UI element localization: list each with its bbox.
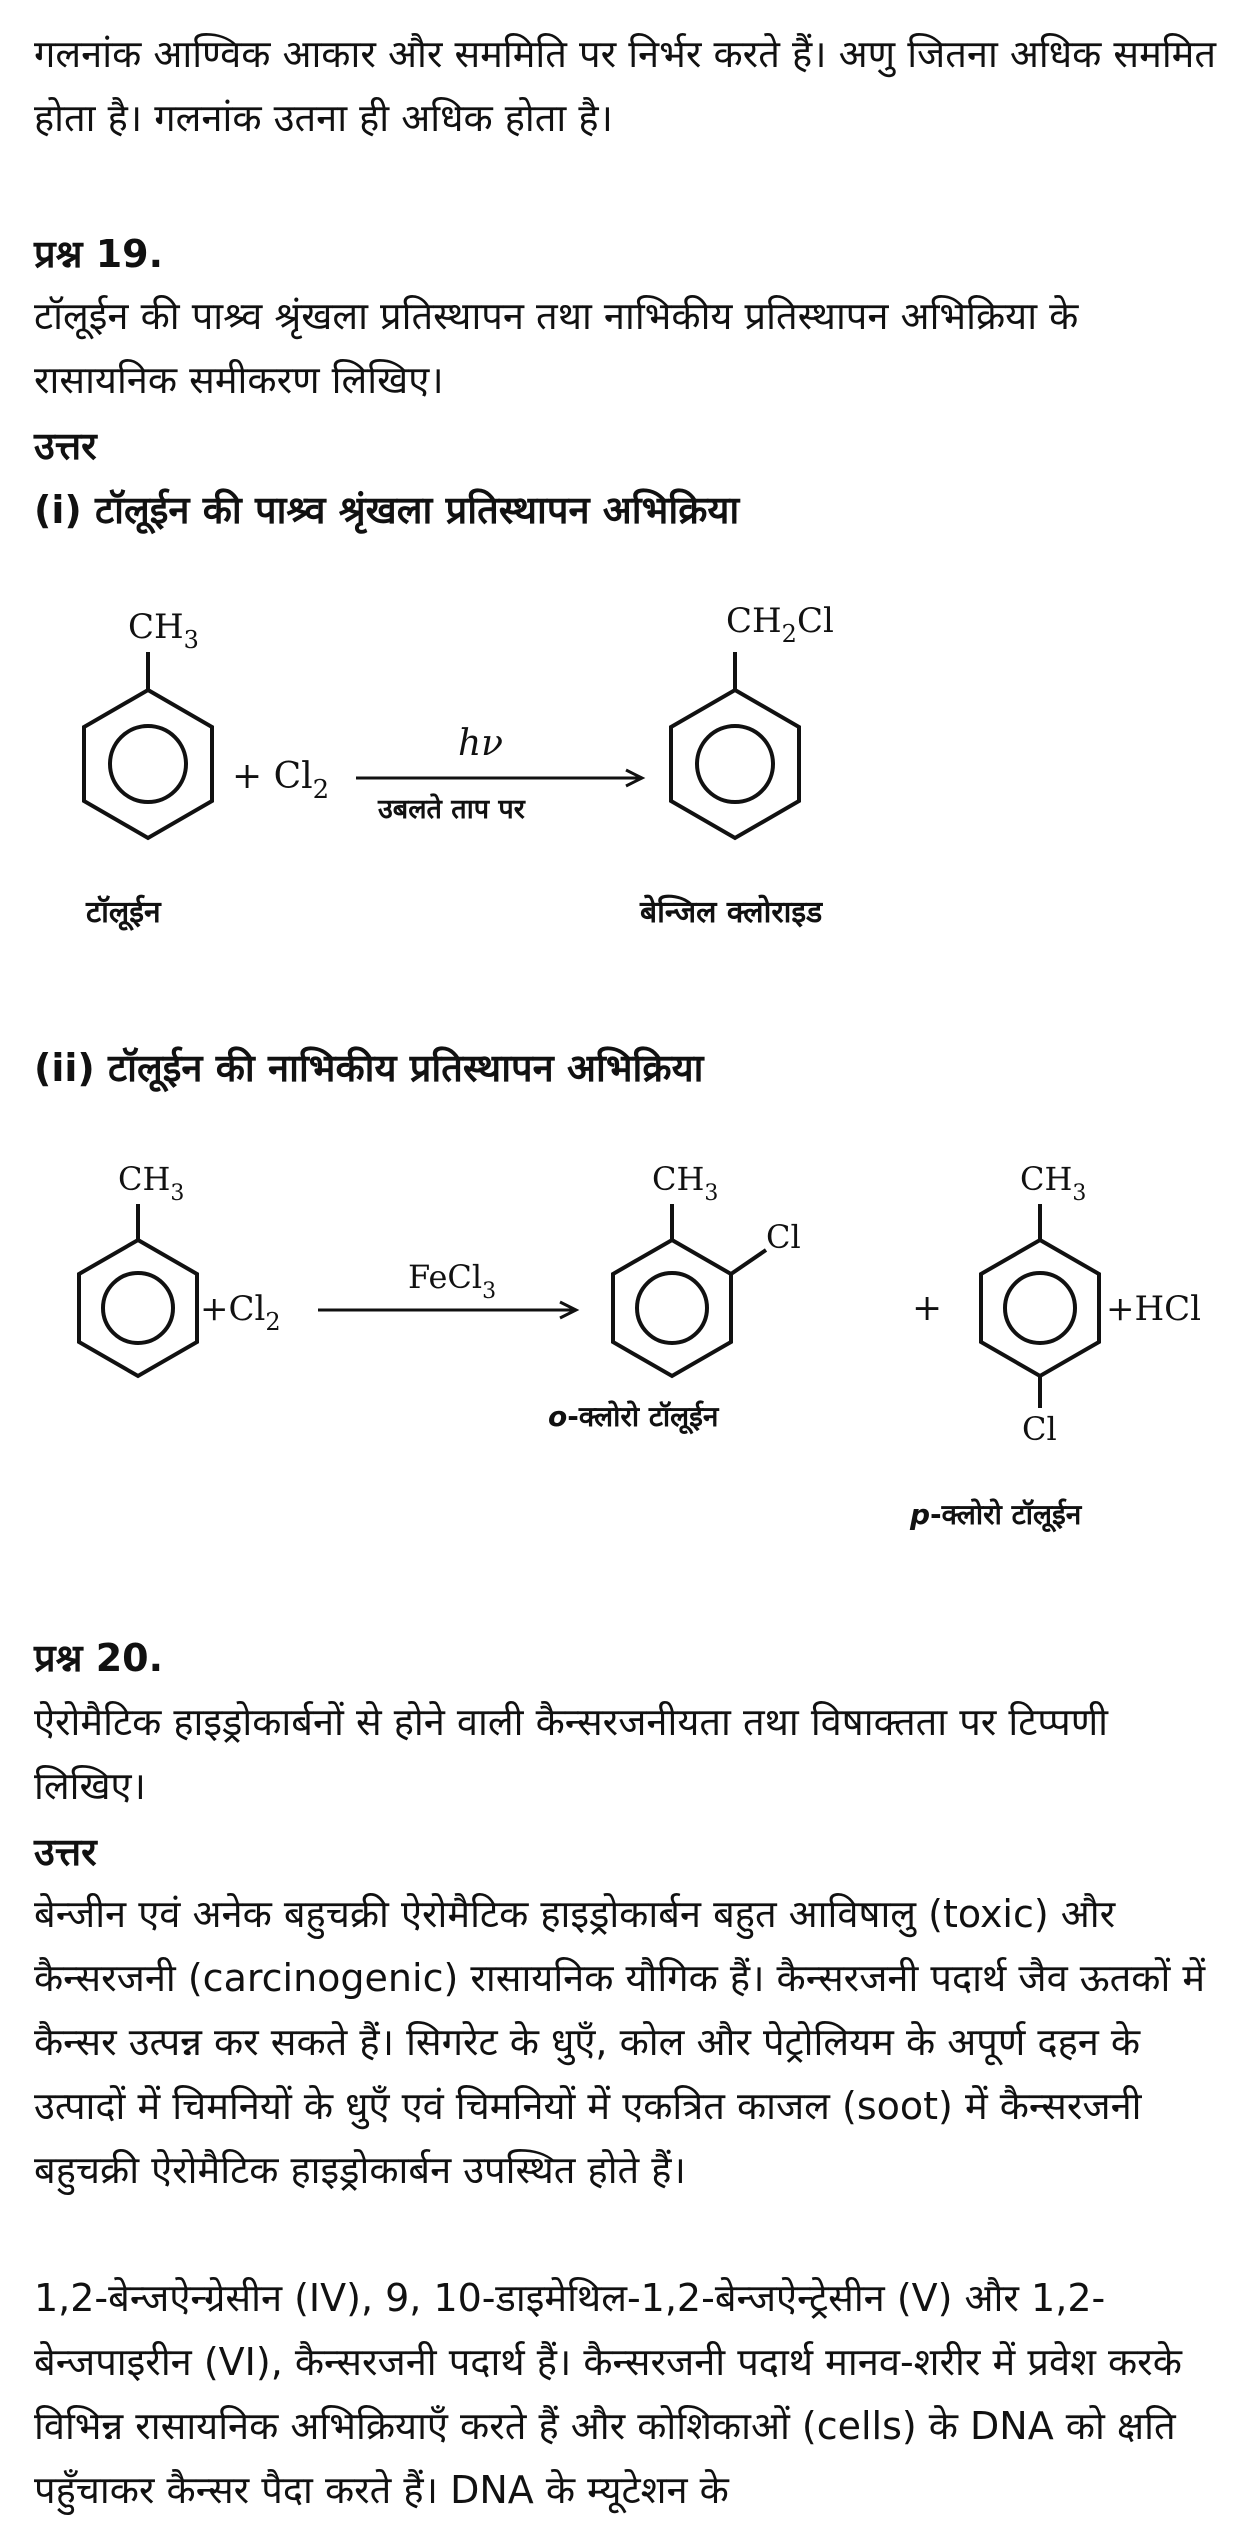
- q20-answer-paragraph-2: 1,2-बेन्जऐन्ग्रेसीन (IV), 9, 10-डाइमेथिल-1,2-बेन्जऐन्ट्रेसीन (V) और 1,2-बेन्जपाइरीन (VI), कैन्सरजनी पदार्थ हैं। कैन्सरजनी पदार्थ मानव-शरीर में प्रवेश करके विभिन्न रासायनिक अभिक्रियाएँ करते हैं और कोशिकाओं (cells) के DNA को क्षति पहुँचाकर कैन्सर पैदा करते हैं। DNA के म्यूटेशन के: [34, 2276, 1182, 2512]
- r1-condition-text: उबलते ताप पर: [378, 794, 525, 825]
- r1-reactant-name: टॉलूईन: [86, 895, 161, 930]
- intro-paragraph: गलनांक आण्विक आकार और सममिति पर निर्भर करते हैं। अणु जितना अधिक सममित होता है। गलनांक उतना ही अधिक होता है।: [34, 32, 1217, 140]
- r2-product1-cl: Cl: [766, 1218, 801, 1256]
- r2-product1-name: o-क्लोरो टॉलूईन: [548, 1400, 719, 1433]
- q19-heading: प्रश्न 19.: [34, 232, 164, 276]
- r1-arrow: [356, 770, 642, 786]
- r2-catalyst: FeCl$_3$: [408, 1258, 497, 1304]
- r2-product1-group: $CH_3$: [652, 1160, 719, 1206]
- r2-arrow: [318, 1302, 576, 1318]
- q19-part1-title: (i) टॉलूईन की पाश्र्व श्रृंखला प्रतिस्थापन अभिक्रिया: [34, 488, 740, 532]
- r1-product-name: बेन्जिल क्लोराइड: [640, 895, 823, 930]
- r2-reagent: $+Cl_2$: [200, 1289, 281, 1336]
- r1-condition-hv: hν: [458, 723, 504, 764]
- benzyl-chloride-ring: [671, 652, 799, 838]
- r2-reactant-group: $CH_3$: [118, 1160, 185, 1206]
- ortho-product-ring: [613, 1204, 766, 1376]
- r2-product2-name: p-क्लोरो टॉलूईन: [910, 1498, 1082, 1531]
- q20-question: ऐरोमैटिक हाइड्रोकार्बनों से होने वाली कैन्सरजनीयता तथा विषाक्तता पर टिप्पणी लिखिए।: [34, 1700, 1109, 1808]
- r1-reactant-group: $CH_3$: [128, 607, 199, 654]
- q19-part2-title: (ii) टॉलूईन की नाभिकीय प्रतिस्थापन अभिक्रिया: [34, 1046, 704, 1090]
- r2-plus: +: [912, 1288, 943, 1329]
- reaction1-diagram: [0, 590, 1248, 950]
- q20-answer-paragraph-1: बेन्जीन एवं अनेक बहुचक्री ऐरोमैटिक हाइड्रोकार्बन बहुत आविषालु (toxic) और कैन्सरजनी (carcinogenic) रासायनिक यौगिक हैं। कैन्सरजनी पदार्थ जैव ऊतकों में कैन्सर उत्पन्न कर सकते हैं। सिगरेट के धुएँ, कोल और पेट्रोलियम के अपूर्ण दहन के उत्पादों में चिमनियों के धुएँ एवं चिमनियों में एकत्रित काजल (soot) में कैन्सरजनी बहुचक्री ऐरोमैटिक हाइड्रोकार्बन उपस्थित होते हैं।: [34, 1892, 1206, 2192]
- toluene-ring: [84, 652, 212, 838]
- r2-product2-group: $CH_3$: [1020, 1160, 1087, 1206]
- reaction2-diagram: [0, 1150, 1248, 1540]
- r2-toluene-ring: [79, 1204, 197, 1376]
- r1-reagent: + $Cl_2$: [232, 756, 330, 805]
- r2-hcl: +HCl: [1106, 1289, 1202, 1329]
- q20-answer-label: उत्तर: [34, 1830, 97, 1874]
- q19-question: टॉलूईन की पाश्र्व श्रृंखला प्रतिस्थापन तथा नाभिकीय प्रतिस्थापन अभिक्रिया के रासायनिक समीकरण लिखिए।: [34, 294, 1079, 402]
- r1-product-group: $CH_2Cl$: [726, 601, 834, 648]
- para-product-ring: [981, 1204, 1099, 1408]
- r2-product2-cl: Cl: [1022, 1410, 1057, 1448]
- q20-heading: प्रश्न 20.: [34, 1636, 164, 1680]
- q19-answer-label: उत्तर: [34, 424, 97, 468]
